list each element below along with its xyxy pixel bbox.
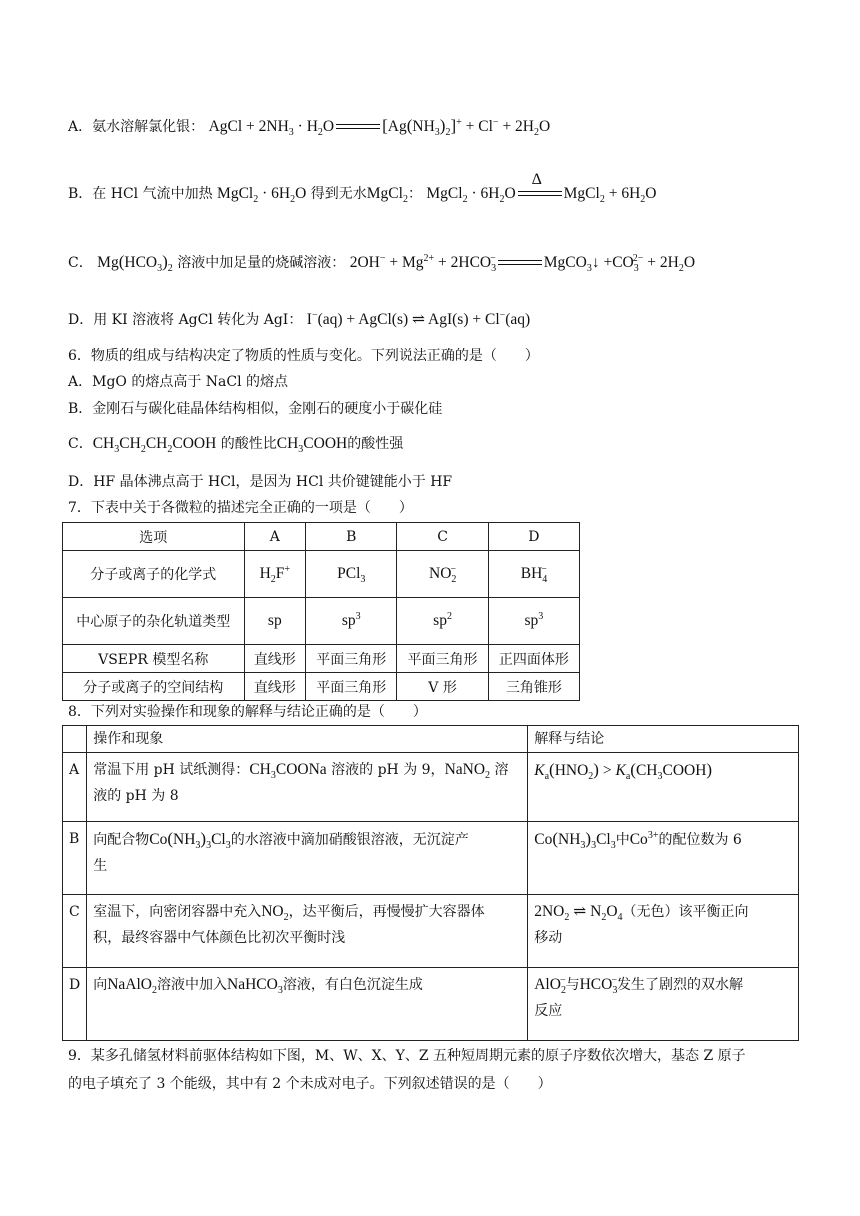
table-row: C 室温下，向密闭容器中充入$NO_2$，达平衡后，再慢慢扩大容器体 积，最终容器中气体颜色比初次平衡时浅 $2NO_2$ ⇌ $N_2O_4$（无色）该平衡正向 移动 [63, 895, 799, 968]
heat-symbol: Δ [531, 171, 542, 189]
q6-option-d: D．HF 晶体沸点高于 HCl，是因为 HCl 共价键键能小于 HF [68, 474, 453, 490]
q5-option-c: C． $Mg(HCO_3)_2$ 溶液中加足量的烧碱溶液： $2OH^- + Mg^{2+} + 2HCO_3^-$ MgCO$_3$↓ $+CO_3^{2-} + 2H_2O$ [68, 252, 696, 275]
equals-arrow-icon [498, 259, 542, 267]
table-row: B 向配合物$Co(NH_3)_3Cl_3$的水溶液中滴加硝酸银溶液，无沉淀产 生 $Co(NH_3)_3Cl_3$中$Co^{3+}$的配位数为 6 [63, 822, 799, 895]
q8-table [62, 725, 799, 1041]
table-header-row: 选项 A B C D [63, 523, 580, 551]
table-row: 中心原子的杂化轨道类型 sp $sp^3$ $sp^2$ $sp^3$ [63, 598, 580, 645]
table-header-row: 操作和现象 解释与结论 [63, 726, 799, 753]
q5-c-equation: $2OH^- + Mg^{2+} + 2HCO_3^-$ MgCO$_3$↓ $+CO_3^{2-} + 2H_2O$ [349, 252, 696, 275]
q5-option-a: A．氨水溶解氯化银： AgCl + $2NH_3 \cdot H_2O$ $[Ag(NH_3)_2]^+ + Cl^- + 2H_2O$ [68, 116, 551, 139]
q5-option-d: D．用 KI 溶液将 AgCl 转化为 AgI： I−(aq) + AgCl(s) ⇌ AgI(s) + Cl−(aq) [68, 309, 531, 328]
q7-stem: 7．下表中关于各微粒的描述完全正确的一项是（ ） [68, 500, 413, 516]
q7-table [62, 522, 580, 701]
equals-arrow-icon [336, 123, 380, 131]
table-row: D 向NaAlO$_2$溶液中加入NaHCO$_3$溶液，有白色沉淀生成 AlO$_2$−与$HCO_3^-$发生了剧烈的双水解 反应 [63, 968, 799, 1041]
q8-stem: 8．下列对实验操作和现象的解释与结论正确的是（ ） [68, 704, 427, 720]
q5-option-b: B．在 HCl 气流中加热 MgCl$_2$ · $6H_2O$ 得到无水MgCl$_2$： MgCl$_2$ · $6H_2O$ Δ MgCl$_2$ + $6H_2O$ [68, 171, 657, 206]
q9-line-1: 9．某多孔储氢材料前驱体结构如下图，M、W、X、Y、Z 五种短周期元素的原子序数依次增大，基态 Z 原子 [68, 1048, 746, 1064]
table-row: VSEPR 模型名称 直线形 平面三角形 平面三角形 正四面体形 [63, 645, 580, 673]
q9-line-2: 的电子填充了 3 个能级，其中有 2 个未成对电子。下列叙述错误的是（ ） [68, 1076, 552, 1092]
table-row: 分子或离子的化学式 $H_2F^+$ PCl$_3$ $NO_2^-$ $BH_4^-$ [63, 551, 580, 598]
q5-d-equation: I−(aq) + AgCl(s) ⇌ AgI(s) + Cl−(aq) [306, 309, 531, 328]
q6-option-b: B．金刚石与碳化硅晶体结构相似，金刚石的硬度小于碳化硅 [68, 401, 443, 417]
equals-arrow-icon [518, 171, 562, 198]
q6-option-a: A．MgO 的熔点高于 NaCl 的熔点 [68, 374, 289, 390]
q6-option-c: C．$CH_3CH_2CH_2COOH$ 的酸性比$CH_3COOH$的酸性强 [68, 435, 404, 456]
table-row: A 常温下用 pH 试纸测得：$CH_3COONa$ 溶液的 pH 为 9，NaNO$_2$ 溶 液的 pH 为 8 $K_a(HNO_2)$ > $K_a(CH_3COOH)$ [63, 753, 799, 822]
table-row: 分子或离子的空间结构 直线形 平面三角形 V 形 三角锥形 [63, 673, 580, 701]
q5-a-equation: AgCl + $2NH_3 \cdot H_2O$ $[Ag(NH_3)_2]^+ + Cl^- + 2H_2O$ [208, 116, 551, 139]
q6-stem: 6．物质的组成与结构决定了物质的性质与变化。下列说法正确的是（ ） [68, 348, 539, 364]
q5-b-equation: MgCl$_2$ · $6H_2O$ Δ MgCl$_2$ + $6H_2O$ [426, 171, 657, 206]
